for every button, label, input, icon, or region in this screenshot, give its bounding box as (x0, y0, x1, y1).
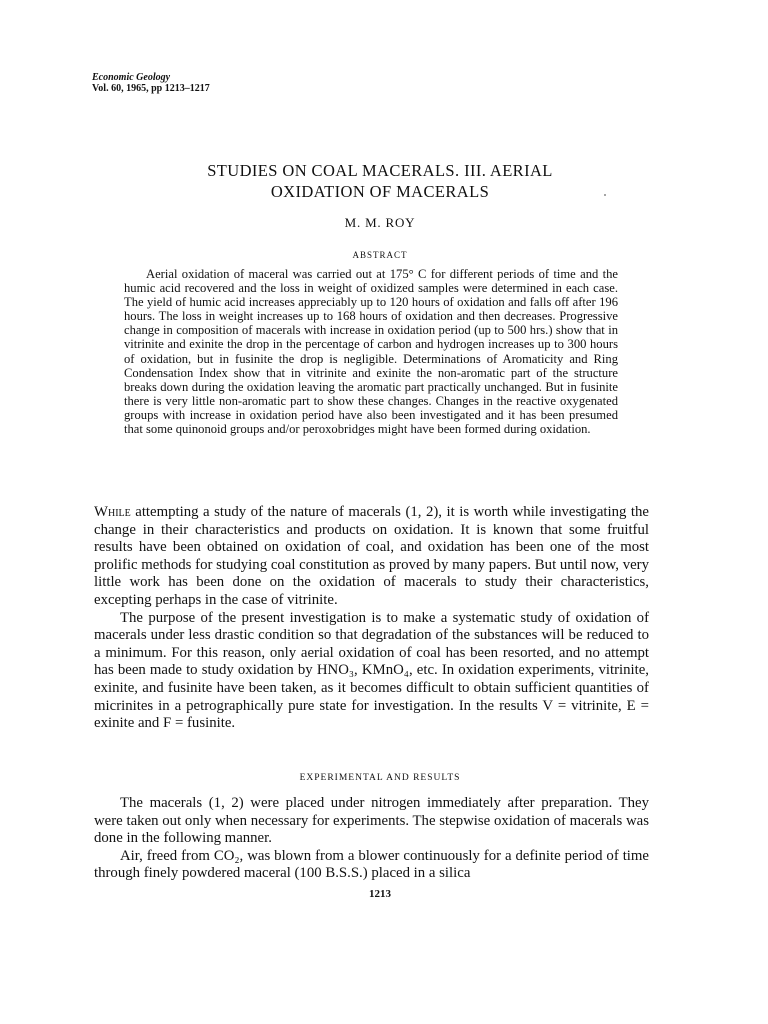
introduction (94, 504, 649, 733)
abstract-heading: ABSTRACT (352, 250, 408, 260)
abstract-text: Aerial oxidation of maceral was carried out at 175° C for different periods of time and the humic acid recovered and the loss in weight of oxidized samples were determined in each case. The yield of humic acid increases appreciably up to 120 hours of oxidation and falls off after 196 hours. The loss in weight increases up to 168 hours of oxidation and then decreases. Progressive change in composition of macerals with increase in oxidation period (up to 500 hrs.) show that in vitrinite and exinite the drop in the percentage of carbon and hydrogen increases up to 300 hours of oxidation, but in fusinite the drop is negligible. Determinations of Aromaticity and Ring Condensation Index show that in vitrinite and exinite the non-aromatic part of the structure breaks down during the oxidation leaving the aromatic part practically unchanged. But in fusinite there is very little non-aromatic part to show these changes. Changes in the reactive oxygenated groups with increase in oxidation period have also been investigated and it has been presumed that some quinonoid groups and/or peroxobridges might have been formed during oxidation. (124, 267, 618, 437)
experimental-paragraph-2: Air, freed from CO₂, was blown from a blower continuously for a definite period of time through finely powdered maceral (100 B.S.S.) placed in a silica (94, 847, 649, 882)
journal-citation (92, 72, 210, 94)
experimental-paragraph-1: The macerals (1, 2) were placed under nitrogen immediately after preparation. They were taken out only when necessary for experiments. The stepwise oxidation of macerals was done in the following manner. (94, 795, 649, 847)
intro-paragraph-1-text: attempting a study of the nature of macerals (1, 2), it is worth while investigating the change in their characteristics and products on oxidation. It is known that some fruitful results have been obtained on oxidation of coal, and oxidation has been one of the most prolific methods for studying coal constitution as proved by many papers. But until now, very little work has been done on the oxidation of macerals to study their characteristics, excepting perhaps in the case of vitrinite. (94, 504, 649, 608)
print-speck (604, 194, 606, 196)
page-number: 1213 (369, 888, 391, 900)
section-heading: EXPERIMENTAL AND RESULTS (299, 773, 461, 783)
intro-paragraph-2: The purpose of the present investigation is to make a systematic study of oxidation of macerals under less drastic condition so that degradation of the substances will be reduced to a minimum. For this reason, only aerial oxidation of coal has been resorted, and no attempt has been made to study oxidation by HNO₃, KMnO₄, etc. In oxidation experiments, vitrinite, exinite, and fusinite have been taken, as it becomes difficult to obtain sufficient quantities of micrinites in a petrographically pure state for investigation. In the results V = vitrinite, E = exinite and F = fusinite. (94, 609, 649, 732)
title-line-1: STUDIES ON COAL MACERALS. III. AERIAL (207, 161, 553, 180)
experimental-section (94, 795, 649, 883)
journal-volume: Vol. 60, 1965, pp 1213–1217 (92, 83, 210, 94)
author-name: M. M. ROY (344, 215, 416, 230)
paper-title (120, 160, 640, 202)
lead-word: While (94, 504, 131, 520)
title-line-2: OXIDATION OF MACERALS (270, 182, 490, 201)
intro-paragraph-1 (94, 504, 649, 610)
journal-name: Economic Geology (92, 72, 171, 83)
